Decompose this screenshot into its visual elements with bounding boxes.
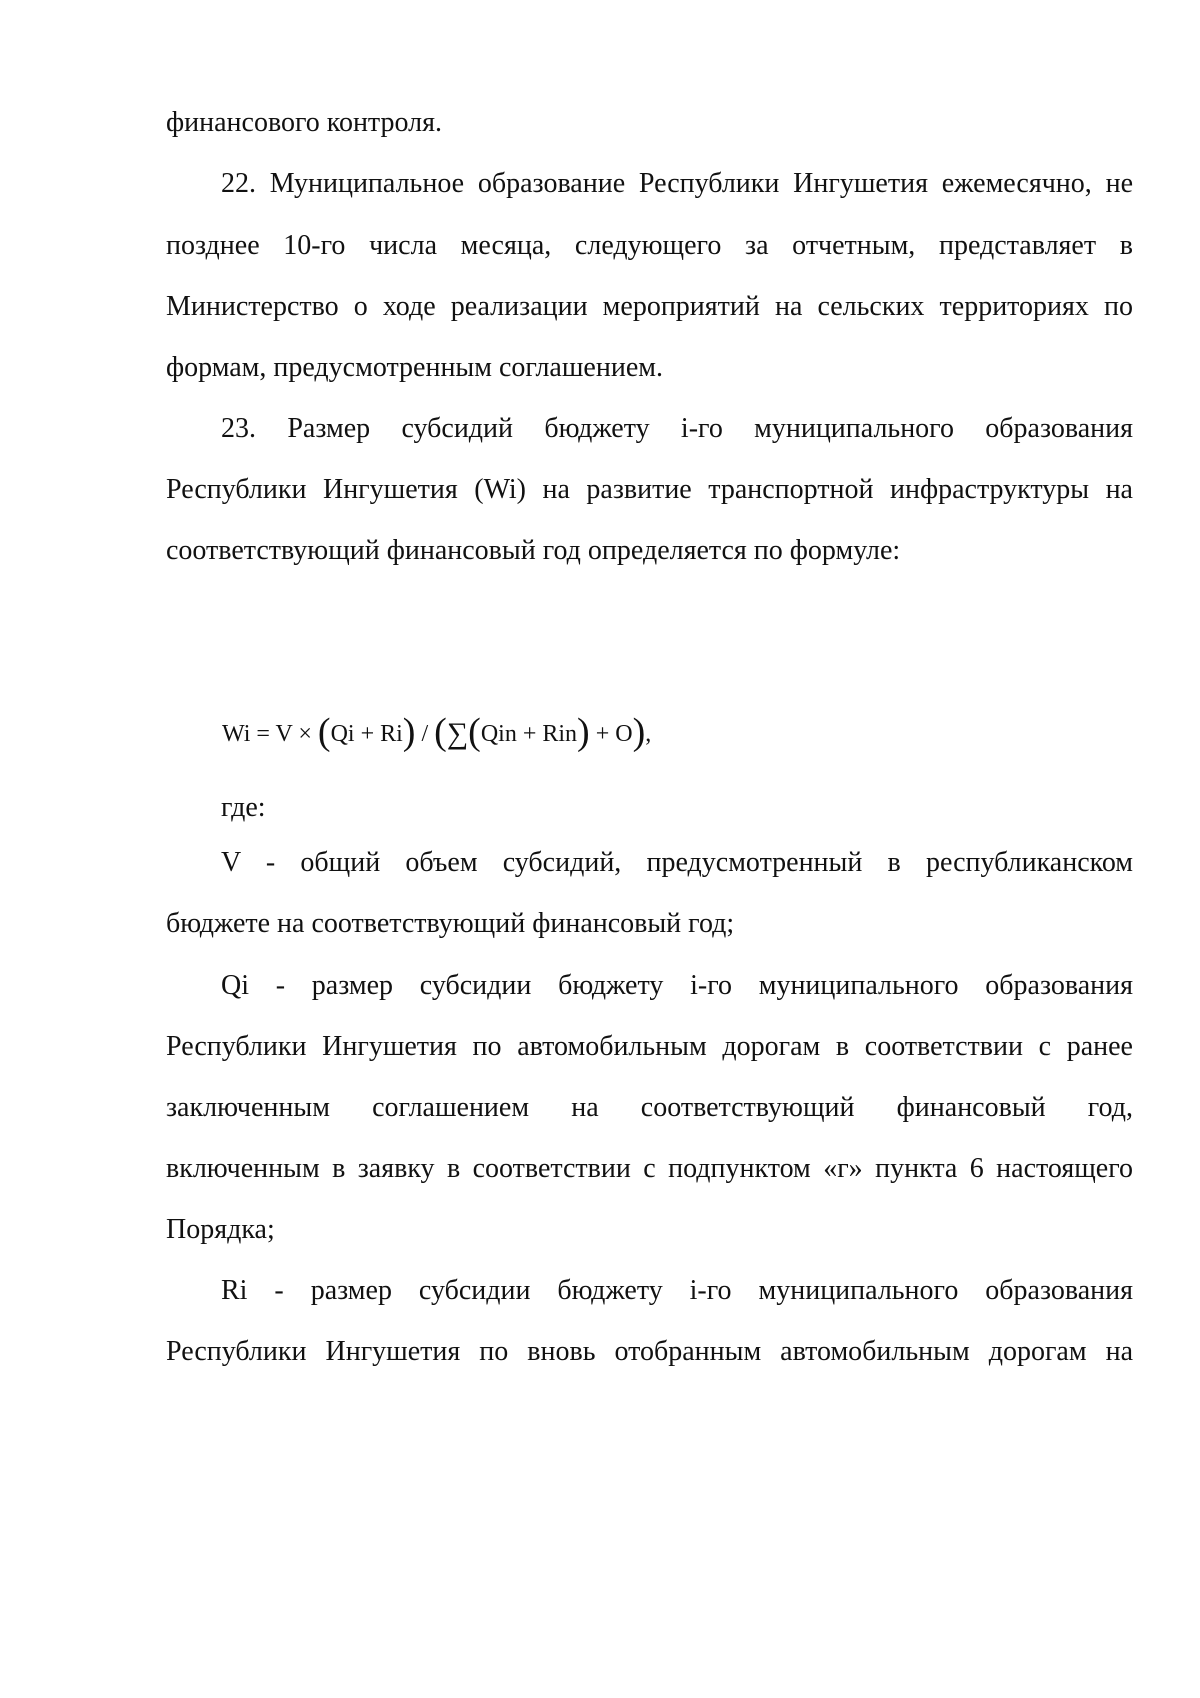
formula-paren: (: [317, 711, 331, 753]
paragraph-23-line: соответствующий финансовый год определяется по формуле:: [166, 535, 901, 566]
paragraph-23-line: Республики Ингушетия (Wi) на развитие транспортной инфраструктуры на: [166, 474, 1133, 505]
where-label: где:: [221, 792, 266, 823]
formula-paren: ): [577, 711, 590, 753]
text-line: финансового контроля.: [166, 107, 442, 138]
paragraph-23-line: 23. Размер субсидий бюджету i-го муниципального образования: [221, 413, 1133, 444]
paragraph-22-line: формам, предусмотренным соглашением.: [166, 352, 663, 383]
paragraph-22-line: 22. Муниципальное образование Республики Ингушетия ежемесячно, не: [221, 168, 1133, 199]
formula-paren: (: [468, 711, 481, 753]
formula-term: Qi + Ri: [330, 721, 403, 747]
formula-division: /: [415, 721, 435, 747]
paragraph-22-line: позднее 10-го числа месяца, следующего за отчетным, представляет в: [166, 230, 1133, 261]
definition-v-line: бюджете на соответствующий финансовый год;: [166, 908, 735, 939]
sum-symbol: ∑: [446, 717, 469, 750]
formula-paren: ): [402, 711, 416, 753]
formula-lhs: Wi = V ×: [222, 721, 318, 747]
formula-paren: (: [434, 711, 447, 753]
definition-qi-line: включенным в заявку в соответствии с подпунктом «г» пункта 6 настоящего: [166, 1153, 1133, 1184]
formula-end: ,: [645, 721, 652, 747]
formula-term: + O: [589, 721, 633, 747]
formula-paren: ): [632, 711, 646, 753]
formula: [222, 708, 651, 756]
definition-ri-line: Ri - размер субсидии бюджету i-го муниципального образования: [221, 1275, 1133, 1306]
formula-term: Qin + Rin: [480, 721, 578, 747]
definition-qi-line: заключенным соглашением на соответствующий финансовый год,: [166, 1092, 1133, 1123]
definition-qi-line: Qi - размер субсидии бюджету i-го муниципального образования: [221, 970, 1133, 1001]
definition-ri-line: Республики Ингушетия по вновь отобранным автомобильным дорогам на: [166, 1336, 1133, 1367]
definition-qi-line: Порядка;: [166, 1214, 275, 1245]
definition-qi-line: Республики Ингушетия по автомобильным дорогам в соответствии с ранее: [166, 1031, 1133, 1062]
definition-v-line: V - общий объем субсидий, предусмотренный в республиканском: [221, 847, 1133, 878]
paragraph-22-line: Министерство о ходе реализации мероприятий на сельских территориях по: [166, 291, 1133, 322]
